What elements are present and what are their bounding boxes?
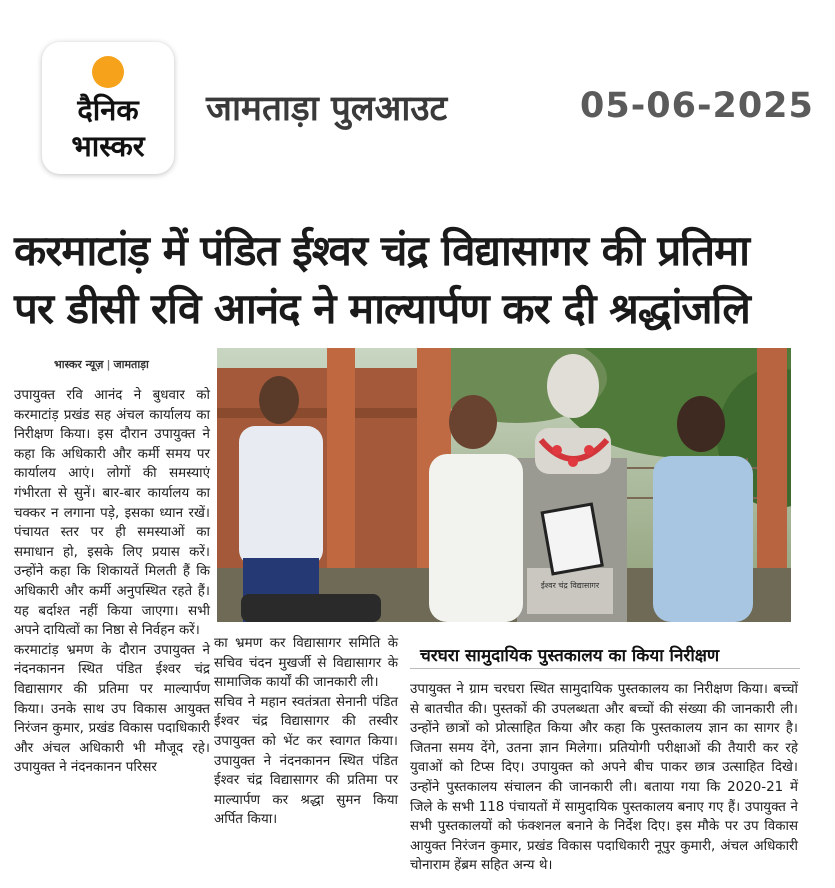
byline-source: भास्कर न्यूज़ <box>54 358 104 371</box>
divider <box>410 668 800 669</box>
article-paragraph: उपायुक्त रवि आनंद ने बुधवार को करमाटांड़ प्रखंड सह अंचल कार्यालय का निरीक्षण किया। इस दौरान उपायुक्त ने कहा कि अधिकारी और कर्मी समय पर कार्यालय आएं। लोगों की समस्याएं गंभीरता से सुनें। बार-बार कार्यालय का चक्कर न लगाना पड़े, इसका ध्यान रखें। पंचायत स्तर पर ही समस्याओं का समाधान हो, इसके लिए प्रयास करें। उन्होंने कहा कि शिकायतें मिलती हैं कि अधिकारी और कर्मी अनुपस्थित रहते हैं। यह बर्दाश्त नहीं किया जाएगा। सभी अपने दायित्वों का निष्ठा से निर्वहन करें। <box>14 388 210 639</box>
article-paragraph: उपायुक्त ने ग्राम चरघरा स्थित सामुदायिक पुस्तकालय का निरीक्षण किया। बच्चों से बातचीत की। पुस्तकों की उपलब्धता और बच्चों की संख्या की जानकारी ली। उन्होंने छात्रों को प्रोत्साहित किया और कहा कि पुस्तकालय ज्ञान का सागर है। जितना समय देंगे, उतना ज्ञान मिलेगा। प्रतियोगी परीक्षाओं की तैयारी कर रहे युवाओं को टिप्स दिए। उपायुक्त को अपने बीच पाकर छात्र उत्साहित दिखे। उन्होंने पुस्तकालय संचालन की जानकारी ली। बताया गया कि 2020-21 में जिले के सभी 118 पंचायतों में सामुदायिक पुस्तकालय बनाए गए हैं। उपायुक्त ने सभी पुस्तकालयों को फंक्शनल बनाने के निर्देश दिए। इस मौके पर उप विकास आयुक्त निरंजन कुमार, प्रखंड विकास पदाधिकारी नूपुर कुमारी, अंचल अधिकारी चोनाराम हेंब्रम सहित अन्य थे। <box>410 682 798 874</box>
article-column-2 <box>214 634 398 830</box>
article-paragraph: का भ्रमण कर विद्यासागर समिति के सचिव चंदन मुखर्जी से विद्यासागर के सामाजिक कार्यों की जानकारी ली। <box>214 636 398 691</box>
article-column-3 <box>410 680 798 876</box>
headline <box>14 222 824 338</box>
article-paragraph: सचिव ने महान स्वतंत्रता सेनानी पंडित ईश्वर चंद्र विद्यासागर की तस्वीर उपायुक्त को भेंट कर स्वागत किया। उपायुक्त ने नंदनकानन स्थित पंडित ईश्वर चंद्र विद्यासागर की प्रतिमा पर माल्यार्पण कर श्रद्धा सुमन किया अर्पित किया। <box>214 694 398 828</box>
article-column-1 <box>14 386 210 778</box>
edition-date: 05-06-2025 <box>580 86 814 126</box>
article-paragraph: करमाटांड़ भ्रमण के दौरान उपायुक्त ने नंदनकानन स्थित पंडित ईश्वर चंद्र विद्यासागर की प्रतिमा पर माल्यार्पण किया। उनके साथ उप विकास आयुक्त निरंजन कुमार, प्रखंड विकास पदाधिकारी और अंचल अधिकारी भी मौजूद रहे। उपायुक्त ने नंदनकानन परिसर <box>14 642 210 776</box>
byline: भास्कर न्यूज़ | जामताड़ा <box>54 358 149 371</box>
logo-line-2: भास्कर <box>71 129 145 163</box>
dainik-bhaskar-logo <box>42 42 174 174</box>
plaque-text: ईश्वर चंद्र विद्यासागर <box>540 581 600 590</box>
edition-title: जामताड़ा पुलआउट <box>206 89 448 129</box>
subheadline: चरघरा सामुदायिक पुस्तकालय का किया निरीक्षण <box>420 646 720 666</box>
news-photo <box>217 348 791 622</box>
byline-location: जामताड़ा <box>113 358 149 371</box>
headline-line-1: करमाटांड़ में पंडित ईश्वर चंद्र विद्यासागर की प्रतिमा <box>14 226 750 275</box>
logo-line-1: दैनिक <box>77 93 139 127</box>
sun-icon <box>92 56 124 88</box>
headline-line-2: पर डीसी रवि आनंद ने माल्यार्पण कर दी श्रद्धांजलि <box>14 284 750 333</box>
